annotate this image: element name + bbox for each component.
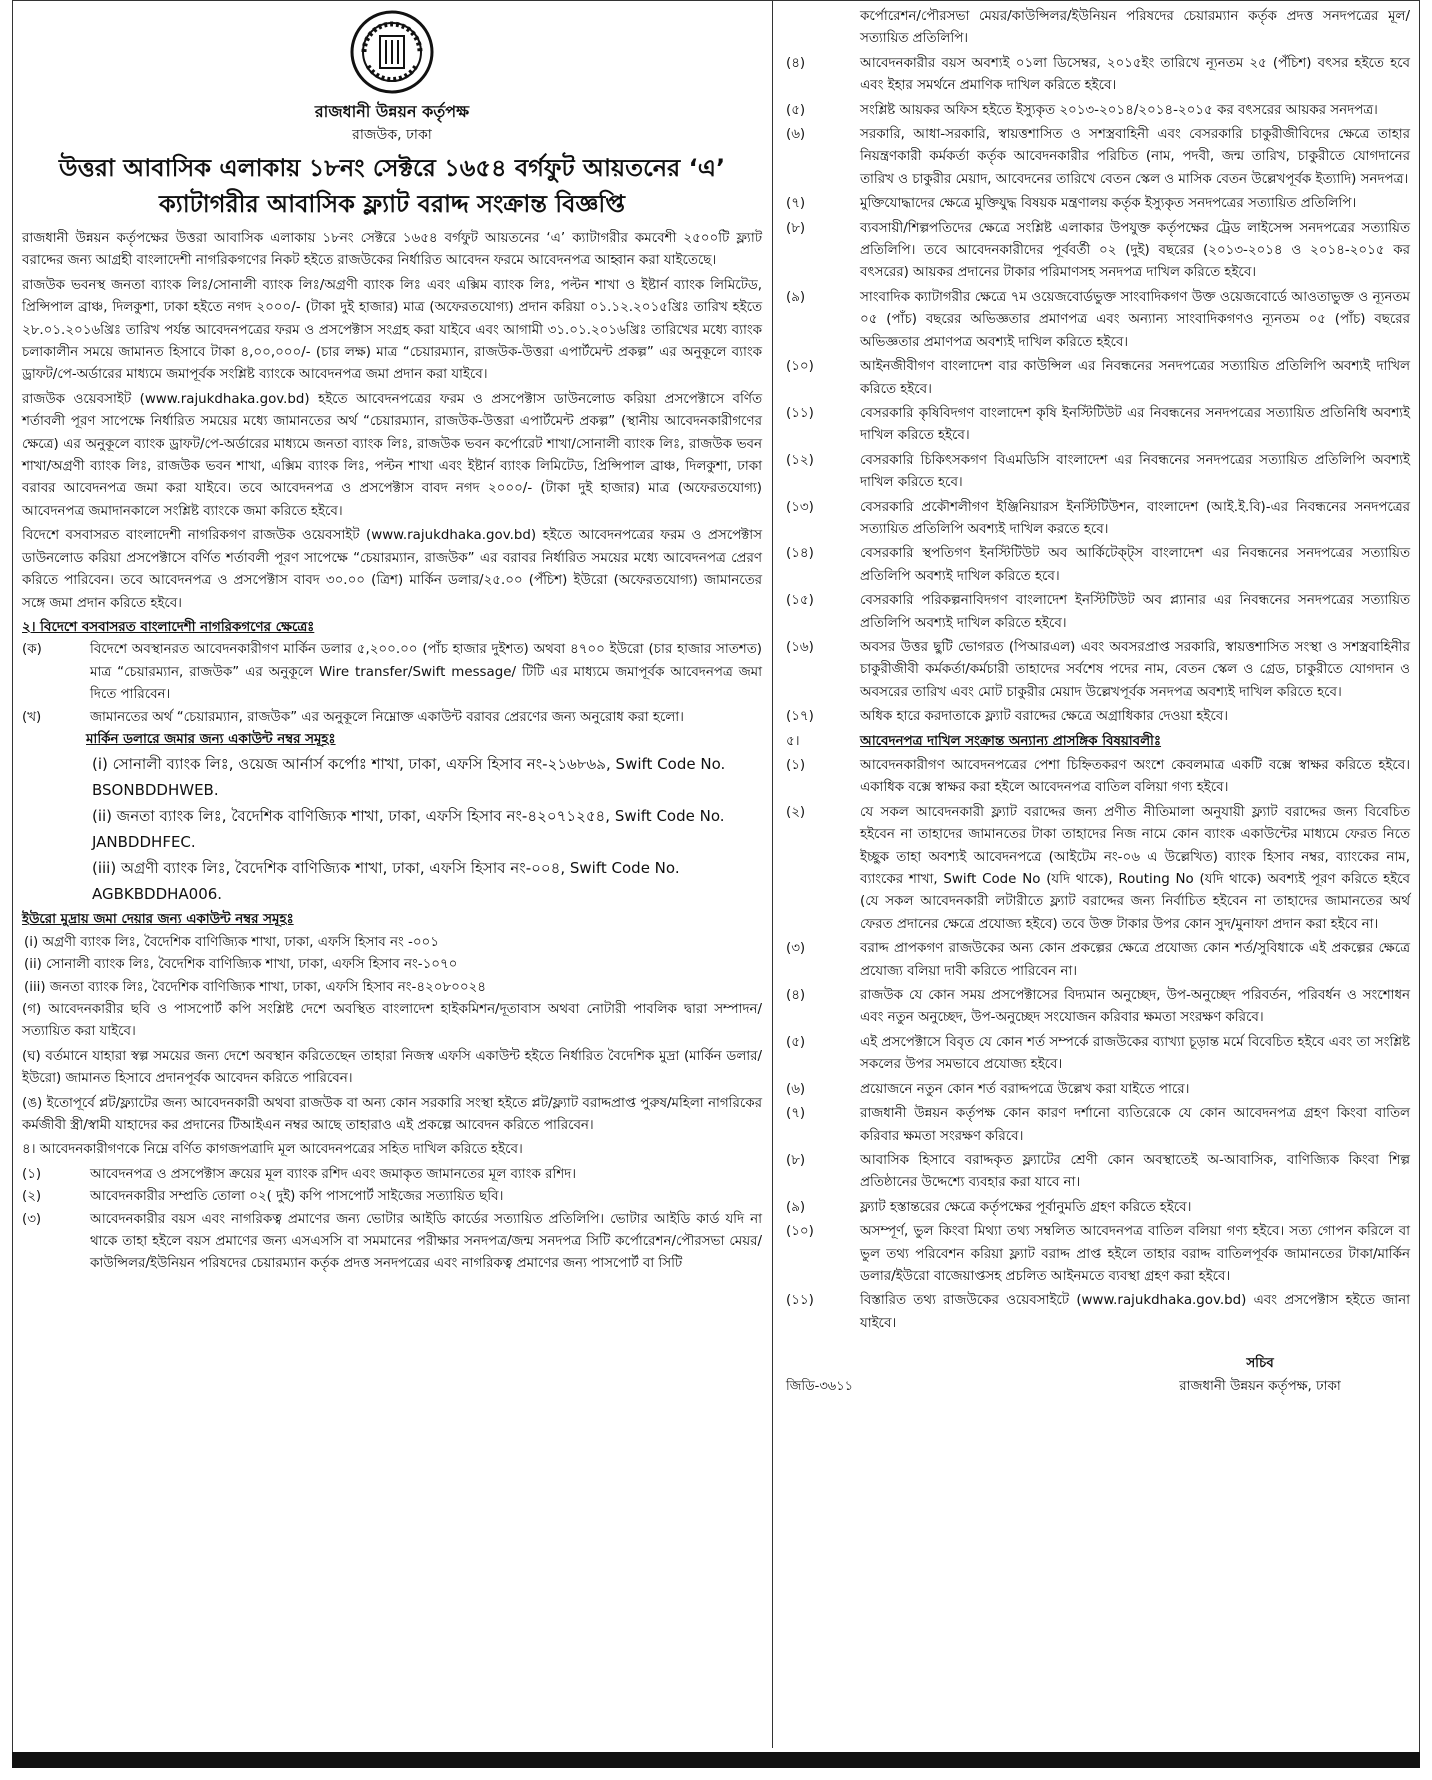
item-text: ব্যবসায়ী/শিল্পপতিদের ক্ষেত্রে সংশ্লিষ্ট এলাকার উপযুক্ত কর্তৃপক্ষের ট্রেড লাইসেন্স সনদপত্রের সত্যায়িত প্রতিলিপি। তবে আবেদনকারীদের পূর্ববর্তী ০২ (দুই) বছরের (২০১৩-২০১৪ ও ২০১৪-২০১৫ কর বৎসরের) আয়কর প্রদানের টাকার পরিমাণসহ সনদপত্র দাখিল করিতে হইবে। — [860, 220, 1410, 281]
section-5-heading — [782, 731, 1410, 753]
item-number: (১৭) — [786, 709, 814, 725]
item-text: অধিক হারে করদাতাকে ফ্ল্যাট বরাদ্দের ক্ষেত্রে অগ্রাধিকার দেওয়া হইবে। — [860, 709, 1228, 725]
list-item — [22, 1209, 762, 1276]
euro-accounts-heading: ইউরো মুদ্রায় জমা দেয়ার জন্য একাউন্ট নম্বর সমূহঃ — [22, 912, 294, 928]
item-text: আবেদনকারীগণ আবেদনপত্রের পেশা চিহ্নিতকরণ অংশে কেবলমাত্র একটি বক্সে স্বাক্ষর করিতে হইবে। একাধিক বক্সে স্বাক্ষর করা হইলে আবেদনপত্র বাতিল বলিয়া গণ্য হইবে। — [860, 758, 1410, 796]
item-text: এই প্রসপেক্টাসে বিবৃত যে কোন শর্ত সম্পর্কে রাজউকের ব্যাখ্যা চূড়ান্ত মর্মে বিবেচিত হইবে এবং তা সংশ্লিষ্ট সকলের উপর সমভাবে প্রযোজ্য হইবে। — [860, 1034, 1410, 1073]
item-number: (খ) — [22, 709, 42, 725]
list-item — [782, 1079, 1410, 1101]
signature-block — [782, 1353, 1410, 1398]
list-item — [782, 1197, 1410, 1219]
item-number: (৬) — [786, 127, 806, 143]
item-text: সাংবাদিক ক্যাটাগরীর ক্ষেত্রে ৭ম ওয়েজবোর্ডভুক্ত সাংবাদিকগণ উক্ত ওয়েজবোর্ডে আওতাভুক্ত ও ন্যূনতম ০৫ (পাঁচ) বছরের অভিজ্ঞতার প্রমাণপত্র এবং অন্যান্য সাংবাদিকগণও ন্যূনতম ০৫ (পাঁচ) বছরের অভিজ্ঞতার প্রমাণপত্র অবশ্যই দাখিল করিতে হইবে। — [860, 289, 1410, 350]
list-item — [782, 356, 1410, 401]
item-text: সংশ্লিষ্ট আয়কর অফিস হইতে ইস্যুকৃত ২০১৩-২০১৪/২০১৪-২০১৫ কর বৎসরের আয়কর সনদপত্র। — [860, 102, 1378, 118]
item-text: আবেদনপত্র ও প্রসপেক্টাস ক্রয়ের মূল ব্যাংক রশিদ এবং জমাকৃত জামানতের মূল ব্যাংক রশিদ। — [90, 1166, 577, 1182]
usd-account: (i) সোনালী ব্যাংক লিঃ, ওয়েজ আর্নার্স কর্পোঃ শাখা, ঢাকা, এফসি হিসাব নং-২১৬৮৬৯, Swift Code No. BSONBDDHWEB. — [92, 755, 726, 800]
list-item — [782, 1032, 1410, 1077]
sub-org: রাজউক, ঢাকা — [352, 127, 432, 143]
list-item — [782, 1221, 1410, 1288]
list-item — [782, 543, 1410, 588]
item-number: (১) — [22, 1166, 42, 1182]
item-text: বিদেশে অবস্থানরত আবেদনকারীগণ মার্কিন ডলার ৫,২০০.০০ (পাঁচ হাজার দুইশত) অথবা ৪৭০০ ইউরো (চার হাজার সাতশত) মাত্র “চেয়ারম্যান, রাজউক” এর অনুকূলে Wire transfer/Swift message/ টিটি এর মাধ্যমে জমাপূর্বক আবেদনপত্র জমা দিতে পারিবেন। — [90, 642, 762, 703]
item-text: আবেদনকারীর বয়স এবং নাগরিকত্ব প্রমাণের জন্য ভোটার আইডি কার্ডের সত্যায়িত প্রতিলিপি। ভোটার আইডি কার্ড যদি না থাকে তাহা হইলে বয়স প্রমাণের জন্য এসএসসি বা সমমানের পরীক্ষার সনদপত্র/জন্ম সনদপত্র সিটি কর্পোরেশন/পৌরসভা মেয়র/কাউন্সিলর/ইউনিয়ন পরিষদের চেয়ারম্যান কর্তৃক প্রদত্ত সনদপত্রের এবং নাগরিকত্ব প্রমাণের জন্য পাসপোর্ট বা সিটি — [90, 1211, 762, 1272]
list-item — [782, 590, 1410, 635]
item-number: (ক) — [22, 642, 42, 658]
list-item — [22, 1186, 762, 1208]
org-name: রাজধানী উন্নয়ন কর্তৃপক্ষ — [314, 102, 470, 121]
list-item — [782, 100, 1410, 122]
item-text: মুক্তিযোদ্ধাদের ক্ষেত্রে মুক্তিযুদ্ধ বিষয়ক মন্ত্রণালয় কর্তৃক ইস্যুকৃত সনদপত্রের সত্যায়িত প্রতিলিপি। — [860, 196, 1357, 212]
list-item — [782, 1150, 1410, 1195]
list-item — [782, 450, 1410, 495]
signatory-title: সচিব — [1246, 1356, 1274, 1372]
list-item-continued — [782, 6, 1410, 51]
paragraph-ga: (গ) আবেদনকারীর ছবি ও পাসপোর্ট কপি সংশ্লিষ্ট দেশে অবস্থিত বাংলাদেশ হাইকমিশন/দূতাবাস অথবা নোটারী পাবলিক দ্বারা সম্পাদন/সত্যায়িত করা যাইবে। — [22, 1001, 762, 1040]
item-text: রাজধানী উন্নয়ন কর্তৃপক্ষ কোন কারণ দর্শানো ব্যতিরেকে যে কোন আবেদনপত্র গ্রহণ কিংবা বাতিল করিবার ক্ষমতা সংরক্ষণ করিবে। — [860, 1106, 1410, 1144]
paragraph-2: রাজউক ওয়েবসাইট (www.rajukdhaka.gov.bd) হইতে আবেদনপত্রের ফরম ও প্রসপেক্টাস ডাউনলোড করিয়া প্রসপেক্টাসে বর্ণিত শর্তাবলী পূরণ সাপেক্ষে নির্ধারিত সময়ের মধ্যে জামানতের অর্থ “চেয়ারম্যান, রাজউক-উত্তরা এপার্টমেন্ট প্রকল্প” (স্থানীয় আবেদনকারীগণের ক্ষেত্রে) এর অনুকূলে ব্যাংক ড্রাফট/পে-অর্ডারের মাধ্যমে জনতা ব্যাংক লিঃ, রাজউক ভবন কর্পোরেট শাখা/সোনালী ব্যাংক লিঃ, রাজউক ভবন শাখা/অগ্রণী ব্যাংক লিঃ, রাজউক ভবন শাখা, এক্সিম ব্যাংক লিঃ, পল্টন শাখা এবং ইষ্টার্ন ব্যাংক লিমিটেড, প্রিন্সিপাল ব্রাঞ্চ, দিলকুশা, ঢাকা বরাবর আবেদনপত্র জমা করা যাইবে। তবে আবেদনপত্র ও প্রসপেক্টাস বাবদ নগদ ২০০০/- (টাকা দুই হাজার) মাত্র (অফেরতযোগ্য) আবেদনপত্র জমাদানকালে সংশ্লিষ্ট ব্যাংকে জমা করিতে হইবে। — [22, 391, 762, 519]
item-number: (১১) — [786, 1293, 814, 1309]
item-number: (৫) — [786, 102, 806, 118]
item-number: (১) — [786, 758, 806, 773]
list-item — [22, 707, 762, 729]
item-number: (১৫) — [786, 593, 814, 609]
item-text: আবেদনকারীর সম্প্রতি তোলা ০২( দুই) কপি পাসপোর্ট সাইজের সত্যায়িত ছবি। — [90, 1189, 504, 1205]
section-number: ৫। — [786, 733, 800, 749]
list-item — [782, 706, 1410, 728]
item-text: রাজউক যে কোন সময় প্রসপেক্টাসের বিদ্যমান অনুচ্ছেদ, উপ-অনুচ্ছেদ পরিবর্তন, পরিবর্ধন ও সংশোধন এবং নতুন অনুচ্ছেদ, উপ-অনুচ্ছেদ সংযোজন করিবার ক্ষমতা সংরক্ষণ করিবে। — [860, 988, 1410, 1026]
euro-account: (iii) জনতা ব্যাংক লিঃ, বৈদেশিক বাণিজ্যিক শাখা, ঢাকা, এফসি হিসাব নং-৪২০৮০০২৪ — [24, 979, 486, 995]
list-item — [782, 1103, 1410, 1148]
item-text: কর্পোরেশন/পৌরসভা মেয়র/কাউন্সিলর/ইউনিয়ন পরিষদের চেয়ারম্যান কর্তৃক প্রদত্ত সনদপত্রের মূল/সত্যায়িত প্রতিলিপি। — [860, 9, 1410, 47]
item-number: (৮) — [786, 220, 806, 236]
item-number: (১৬) — [786, 639, 814, 655]
item-number: (১০) — [786, 1224, 814, 1240]
item-text: বিস্তারিত তথ্য রাজউকের ওয়েবসাইটে (www.rajukdhaka.gov.bd) এবং প্রসপেক্টাস হইতে জানা যাইবে। — [860, 1293, 1410, 1331]
gd-number: জিডি-৩৬১১ — [786, 1378, 854, 1394]
usd-account: (ii) জনতা ব্যাংক লিঃ, বৈদেশিক বাণিজ্যিক শাখা, ঢাকা, এফসি হিসাব নং-৪২০৭১২৫৪, Swift Code No. JANBDDHFEC. — [92, 807, 725, 852]
section-2-heading: ২। বিদেশে বসবাসরত বাংলাদেশী নাগরিকগণের ক্ষেত্রেঃ — [22, 619, 315, 635]
item-number: (১২) — [786, 452, 814, 468]
item-number: (৪) — [786, 988, 806, 1004]
list-item — [782, 985, 1410, 1030]
list-item — [22, 639, 762, 706]
item-number: (৯) — [786, 1199, 806, 1215]
usd-account: (iii) অগ্রণী ব্যাংক লিঃ, বৈদেশিক বাণিজ্যিক শাখা, ঢাকা, এফসি হিসাব নং-০০৪, Swift Code No. AGBKBDDHA006. — [92, 859, 680, 904]
intro-paragraph: রাজধানী উন্নয়ন কর্তৃপক্ষের উত্তরা আবাসিক এলাকায় ১৮নং সেক্টরে ১৬৫৪ বর্গফুট আয়তনের ‘এ’ ক্যাটাগরীর কমবেশী ২৫০০টি ফ্ল্যাট বরাদ্দের জন্য আগ্রহী বাংলাদেশী নাগরিকগণের নিকট হইতে রাজউকের নির্ধারিত আবেদন ফরমে আবেদনপত্র আহ্বান করা যাইতেছে। — [22, 231, 762, 269]
item-text: বেসরকারি চিকিৎসকগণ বিএমডিসি বাংলাদেশ এর নিবন্ধনের সনদপত্রের সত্যায়িত প্রতিলিপি অবশ্যই দাখিল করিতে হবে। — [860, 452, 1410, 491]
list-item — [782, 124, 1410, 191]
item-number: (২) — [786, 804, 806, 820]
item-number: (৫) — [786, 1034, 806, 1050]
item-number: (২) — [22, 1189, 42, 1205]
title-line-1: উত্তরা আবাসিক এলাকায় ১৮নং সেক্টরে ১৬৫৪ বর্গফুট আয়তনের ‘এ’ — [58, 154, 726, 182]
item-number: (৩) — [22, 1211, 42, 1227]
item-text: বেসরকারি কৃষিবিদগণ বাংলাদেশ কৃষি ইনস্টিটিউট এর নিবন্ধনের সনদপত্রের সত্যায়িত প্রতিনিধি অবশ্যই দাখিল করিতে হইবে। — [860, 405, 1410, 444]
section-4-intro: ৪। আবেদনকারীগণকে নিম্নে বর্ণিত কাগজপত্রাদি মূল আবেদনপত্রের সহিত দাখিল করিতে হইবে। — [22, 1142, 523, 1158]
item-text: ফ্ল্যাট হস্তান্তরের ক্ষেত্রে কর্তৃপক্ষের পূর্বানুমতি গ্রহণ করিতে হইবে। — [860, 1199, 1192, 1215]
right-column — [782, 6, 1410, 1398]
item-number: (৬) — [786, 1081, 806, 1097]
list-item — [782, 218, 1410, 285]
item-text: আবাসিক হিসাবে বরাদ্দকৃত ফ্ল্যাটের শ্রেণী কোন অবস্থাতেই অ-আবাসিক, বাণিজ্যিক কিংবা শিল্প প্রতিষ্ঠানের উদ্দেশ্যে ব্যবহার করা যাবে না। — [860, 1152, 1410, 1191]
euro-account: (ii) সোনালী ব্যাংক লিঃ, বৈদেশিক বাণিজ্যিক শাখা, ঢাকা, এফসি হিসাব নং-১০৭০ — [24, 957, 458, 973]
paragraph-gha: (ঘ) বর্তমানে যাহারা স্বল্প সময়ের জন্য দেশে অবস্থান করিতেছেন তাহারা নিজস্ব এফসি একাউন্ট হইতে নির্ধারিত বৈদেশিক মুদ্রা (মার্কিন ডলার/ইউরো) জামানত হিসাবে প্রদানপূর্বক আবেদন করিতে পারিবেন। — [22, 1048, 762, 1087]
list-item — [782, 497, 1410, 542]
item-number: (১০) — [786, 359, 814, 375]
title-line-2: ক্যাটাগরীর আবাসিক ফ্ল্যাট বরাদ্দ সংক্রান্ত বিজ্ঞপ্তি — [158, 190, 626, 218]
section-title: আবেদনপত্র দাখিল সংক্রান্ত অন্যান্য প্রাসঙ্গিক বিষয়াবলীঃ — [860, 733, 1162, 749]
item-text: বেসরকারি পরিকল্পনাবিদগণ বাংলাদেশ ইনস্টিটিউট অব প্ল্যানার এর নিবন্ধনের সনদপত্রের সত্যায়িত প্রতিলিপি অবশ্যই দাখিল করিতে হইবে। — [860, 593, 1410, 631]
column-divider — [772, 0, 773, 1748]
item-text: বেসরকারি প্রকৌশলীগণ ইঞ্জিনিয়ারস ইনস্টিটিউশন, বাংলাদেশ (আই.ই.বি)-এর নিবন্ধনের সনদপত্রের সত্যায়িত প্রতিলিপি অবশ্যই দাখিল করতে হবে। — [860, 499, 1410, 537]
item-text: প্রয়োজনে নতুন কোন শর্ত বরাদ্দপত্রে উল্লেখ করা যাইতে পারে। — [860, 1081, 1190, 1097]
item-number: (১১) — [786, 405, 814, 421]
list-item — [782, 193, 1410, 215]
paragraph-3: বিদেশে বসবাসরত বাংলাদেশী নাগরিকগণ রাজউক ওয়েবসাইট (www.rajukdhaka.gov.bd) হইতে আবেদনপত্রের ফরম ও প্রসপেক্টাস ডাউনলোড করিয়া প্রসপেক্টাসে বর্ণিত শর্তাবলী পূরণ সাপেক্ষে “চেয়ারম্যান, রাজউক” এর বরাবর নির্ধারিত সময়ের মধ্যে আবেদনপত্র প্রেরণ করিতে পারিবেন। তবে আবেদনপত্র ও প্রসপেক্টাস বাবদ ৩০.০০ (ত্রিশ) মার্কিন ডলার/২৫.০০ (পঁচিশ) ইউরো (অফেরতযোগ্য) জামানতের সঙ্গে জমা প্রদান করিতে হইবে। — [22, 528, 762, 611]
item-number: (৯) — [786, 289, 806, 305]
item-number: (৭) — [786, 196, 806, 212]
item-number: (৩) — [786, 941, 806, 957]
usd-accounts-heading: মার্কিন ডলারে জমার জন্য একাউন্ট নম্বর সমূহঃ — [86, 731, 336, 747]
left-column — [22, 6, 762, 1276]
list-item — [782, 938, 1410, 983]
bottom-bar — [12, 1752, 1420, 1768]
item-text: আবেদনকারীর বয়স অবশ্যই ০১লা ডিসেম্বর, ২০১৫ইং তারিখে ন্যূনতম ২৫ (পঁচিশ) বৎসর হইতে হবে এবং ইহার সমর্থনে প্রমাণিক দাখিল করিতে হইবে। — [860, 55, 1410, 94]
item-text: বরাদ্দ প্রাপকগণ রাজউকের অন্য কোন প্রকল্পের ক্ষেত্রে প্রযোজ্য কোন শর্ত/সুবিধাকে এই প্রকল্পের ক্ষেত্রে প্রযোজ্য বলিয়া দাবী করিতে পারিবেন না। — [860, 941, 1410, 979]
item-number: (৮) — [786, 1152, 806, 1168]
item-number: (১৩) — [786, 499, 814, 515]
list-item — [22, 1164, 762, 1186]
item-text: জামানতের অর্থ “চেয়ারম্যান, রাজউক” এর অনুকূলে নিম্নোক্ত একাউন্ট বরাবর প্রেরণের জন্য অনুরোধ করা হলো। — [90, 709, 684, 725]
paragraph-uo: (ঙ) ইতোপূর্বে প্লট/ফ্ল্যাটের জন্য আবেদনকারী অথবা রাজউক বা অন্য কোন সরকারি সংস্থা হইতে প্লট/ফ্ল্যাট বরাদ্দপ্রাপ্ত পুরুষ/মহিলা নাগরিকের কর্মজীবী স্ত্রী/স্বামী যাহাদের কর প্রদানের টিআইএন নম্বর আছে তাহারাও এই প্রকল্পে আবেদন করিতে পারিবেন। — [22, 1095, 762, 1133]
notice-title — [22, 150, 762, 222]
item-number: (৭) — [786, 1106, 806, 1122]
item-text: বেসরকারি স্থপতিগণ ইনস্টিটিউট অব আর্কিটেক্ট্স বাংলাদেশ এর নিবন্ধনের সনদপত্রের সত্যায়িত প্রতিলিপি অবশ্যই দাখিল করিতে হবে। — [860, 546, 1410, 584]
item-text: সরকারি, আধা-সরকারি, স্বায়ত্তশাসিত ও সশস্ত্রবাহিনী এবং বেসরকারি চাকুরীজীবিদের ক্ষেত্রে তাহার নিয়ন্ত্রণকারী কর্মকর্তা কর্তৃক আবেদনকারীর পরিচিত (নাম, পদবী, জন্ম তারিখ, চাকুরীতে যোগদানের তারিখ ও চাকুরীর মেয়াদ, আবেদনের তারিখে বেতন স্কেল ও মাসিক বেতন উল্লেখপূর্বক ইত্যাদি) সনদপত্র। — [860, 127, 1410, 187]
signatory-org: রাজধানী উন্নয়ন কর্তৃপক্ষ, ঢাকা — [1179, 1378, 1341, 1394]
euro-account: (i) অগ্রণী ব্যাংক লিঃ, বৈদেশিক বাণিজ্যিক শাখা, ঢাকা, এফসি হিসাব নং -০০১ — [24, 934, 439, 950]
item-number: (৪) — [786, 55, 806, 71]
item-text: অসম্পূর্ণ, ভুল কিংবা মিথ্যা তথ্য সম্বলিত আবেদনপত্র বাতিল বলিয়া গণ্য হইবে। সত্য গোপন করিলে বা ভুল তথ্য পরিবেশন করিয়া ফ্ল্যাট বরাদ্দ প্রাপ্ত হইলে তাহার বরাদ্দ বাতিলপূর্বক জামানতের টাকা/মার্কিন ডলার/ইউরো বাজেয়াপ্তসহ প্রচলিত আইনমতে ব্যবস্থা গ্রহণ করা হইবে। — [860, 1224, 1410, 1284]
list-item — [782, 403, 1410, 448]
list-item — [782, 1290, 1410, 1335]
list-item — [782, 802, 1410, 936]
item-text: আইনজীবীগণ বাংলাদেশ বার কাউন্সিল এর নিবন্ধনের সনদপত্রের সত্যায়িত প্রতিলিপি অবশ্যই দাখিল করিতে হইবে। — [860, 359, 1410, 397]
rajuk-seal-icon — [350, 10, 434, 94]
paragraph-1: রাজউক ভবনস্থ জনতা ব্যাংক লিঃ/সোনালী ব্যাংক লিঃ/অগ্রণী ব্যাংক লিঃ এবং এক্সিম ব্যাংক লিঃ, পল্টন শাখা ও ইষ্টার্ন ব্যাংক লিমিটেড, প্রিন্সিপাল ব্রাঞ্চ, দিলকুশা, ঢাকা হইতে নগদ ২০০০/- (টাকা দুই হাজার) মাত্র (অফেরতযোগ্য) প্রদান করিয়া ০১.১২.২০১৫খ্রিঃ তারিখ হইতে ২৮.০১.২০১৬খ্রিঃ তারিখ পর্যন্ত আবেদনপত্রের ফরম ও প্রসপেক্টাস সংগ্রহ করা যাইবে এবং আগামী ৩১.০১.২০১৬খ্রিঃ তারিখের মধ্যে ব্যাংক চলাকালীন সময়ে জামানত হিসাবে টাকা ৪,০০,০০০/- (চার লক্ষ) মাত্র “চেয়ারম্যান, রাজউক-উত্তরা এপার্টমেন্ট প্রকল্প” এর অনুকূলে ব্যাংক ড্রাফট/পে-অর্ডারের মাধ্যমে জমাপূর্বক সংশ্লিষ্ট ব্যাংকে আবেদনপত্র জমা প্রদান করা যাইবে। — [22, 277, 762, 383]
signatory — [1110, 1353, 1410, 1398]
list-item — [782, 755, 1410, 800]
notice-page — [12, 0, 1420, 1768]
list-item — [782, 637, 1410, 704]
item-number: (১৪) — [786, 546, 814, 562]
list-item — [782, 287, 1410, 354]
list-item — [782, 53, 1410, 98]
item-text: যে সকল আবেদনকারী ফ্ল্যাট বরাদ্দের জন্য প্রণীত নীতিমালা অনুযায়ী ফ্ল্যাট বরাদ্দের জন্য বিবেচিত হইবেন না তাহাদের জামানতের টাকা তাহাদের নিজ নামে কোন ব্যাংক একাউন্টের মাধ্যমে ফেরত নিতে ইচ্ছুক তাহা অবশ্যই আবেদনপত্রে (আইটেম নং-০৬ এ উল্লেখিত) ব্যাংক হিসাব নম্বর, ব্যাংকের নাম, ব্যাংকের শাখা, Swift Code No (যদি থাকে), Routing No (যদি থাকে) অবশ্যই পূরণ করিতে হইবে (যে সকল আবেদনকারী লটারীতে ফ্ল্যাট বরাদ্দের জন্য নির্বাচিত হইবেন না তাহাদের জামানতের অর্থ ফেরত প্রদানের ক্ষেত্রে প্রযোজ্য হইবে) তবে উক্ত টাকার উপর কোন সুদ/মুনাফা প্রদান করা হইবে না। — [860, 804, 1410, 932]
item-text: অবসর উত্তর ছুটি ভোগরত (পিআরএল) এবং অবসরপ্রাপ্ত সরকারি, স্বায়ত্তশাসিত সংস্থা ও সশস্ত্রবাহিনীর চাকুরীজীবী কর্মকর্তা/কর্মচারী তাহাদের সর্বশেষ পদের নাম, বেতন স্কেল ও গ্রেড, চাকুরীতে যোগদান ও অবসরের তারিখ এবং মোট চাকুরীর মেয়াদ উল্লেখপূর্বক সনদপত্র অবশ্যই দাখিল করিতে হবে। — [860, 639, 1410, 700]
